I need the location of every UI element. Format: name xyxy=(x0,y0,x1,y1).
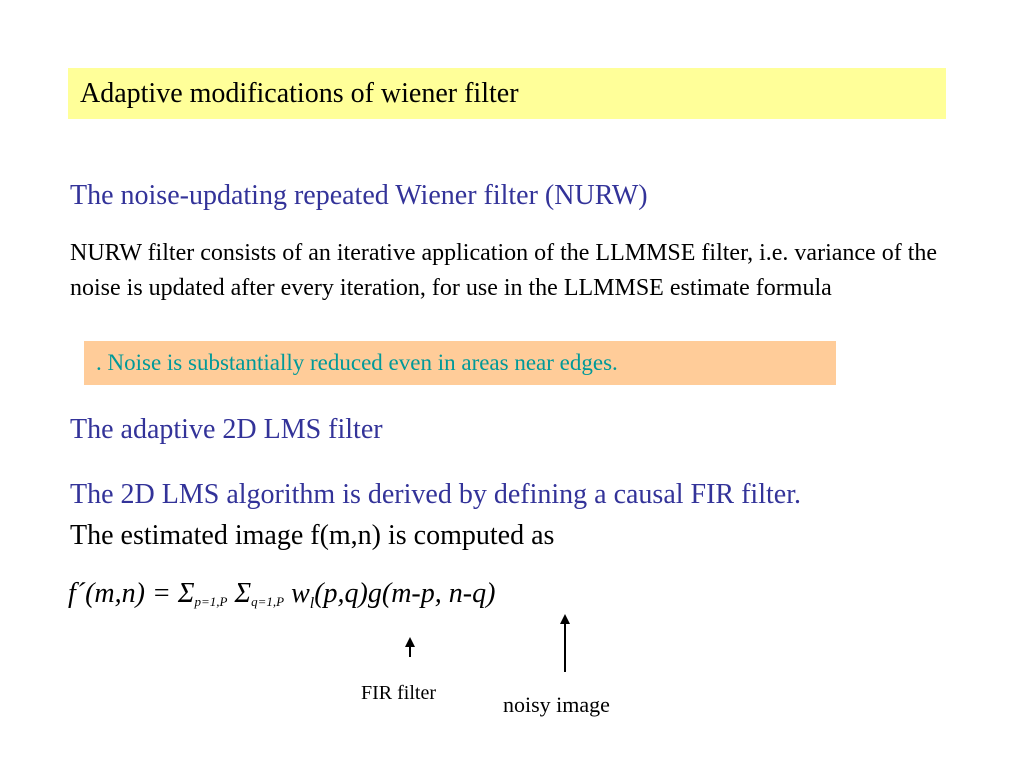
weight-subscript: l xyxy=(309,595,315,612)
fir-filter-label: FIR filter xyxy=(361,682,436,704)
lms-formula xyxy=(68,578,495,613)
lms-line-2: The estimated image f(m,n) is computed as xyxy=(70,520,555,551)
lms-line-1: The 2D LMS algorithm is derived by defining a causal FIR filter. xyxy=(70,479,801,510)
fir-arrow-line xyxy=(409,645,411,657)
nurw-description: NURW filter consists of an iterative application of the LLMMSE filter, i.e. variance of the noise is updated after every iteration, for use in the LLMMSE estimate formula xyxy=(70,240,938,301)
formula-rest: (p,q)g(m-p, n-q) xyxy=(314,578,496,609)
lms-description xyxy=(70,474,801,556)
note-text: . Noise is substantially reduced even in areas near edges. xyxy=(96,350,618,375)
sigma-q: Σ xyxy=(234,578,252,609)
noisy-image-label: noisy image xyxy=(503,692,610,717)
sigma-q-subscript: q=1,P xyxy=(251,594,285,609)
sigma-p-subscript: p=1,P xyxy=(194,594,228,609)
slide-title: Adaptive modifications of wiener filter xyxy=(80,78,519,109)
nurw-heading: The noise-updating repeated Wiener filter (NURW) xyxy=(70,180,648,211)
weight-symbol: w xyxy=(291,578,310,609)
noisy-arrow-line xyxy=(564,622,566,672)
lms-heading: The adaptive 2D LMS filter xyxy=(70,414,383,445)
formula-lhs: f´(m,n) = xyxy=(68,578,178,609)
sigma-p: Σ xyxy=(177,578,195,609)
note-box xyxy=(84,341,836,385)
title-box xyxy=(68,68,946,119)
